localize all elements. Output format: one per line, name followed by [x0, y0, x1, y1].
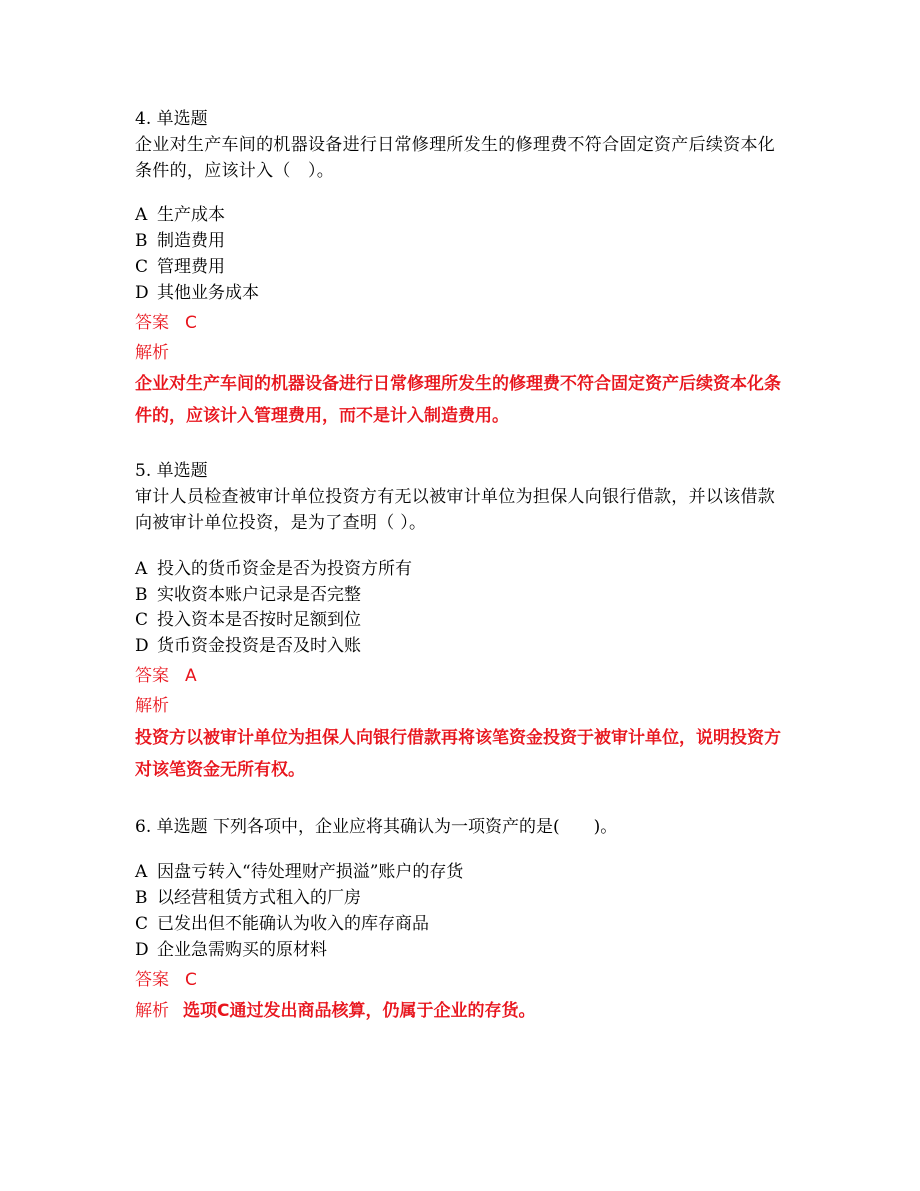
option-text: 企业急需购买的原材料 — [157, 940, 327, 960]
option-letter: A — [135, 559, 148, 579]
question-4-option-a — [135, 202, 225, 228]
question-4-analysis: 企业对生产车间的机器设备进行日常修理所发生的修理费不符合固定资产后续资本化条件的，应该计入管理费用，而不是计入制造费用。 — [135, 374, 781, 426]
question-4-answer — [135, 310, 197, 336]
question-6-analysis-row — [135, 998, 535, 1024]
question-6-title: 6. 单选题 下列各项中，企业应将其确认为一项资产的是( )。 — [135, 817, 618, 837]
answer-label: 答案 — [135, 313, 169, 333]
question-6-option-d — [135, 937, 327, 963]
question-5-title: 5. 单选题 — [135, 461, 208, 481]
option-text: 其他业务成本 — [157, 283, 259, 303]
question-5-option-a — [135, 556, 412, 582]
question-4-title: 4. 单选题 — [135, 109, 208, 129]
option-text: 货币资金投资是否及时入账 — [157, 636, 361, 656]
question-5-option-b — [135, 582, 361, 608]
question-6-answer — [135, 967, 197, 993]
question-6-option-a — [135, 859, 463, 885]
answer-label: 答案 — [135, 970, 169, 990]
option-text: 管理费用 — [157, 257, 225, 277]
option-letter: B — [135, 888, 148, 908]
question-5-answer — [135, 663, 197, 689]
question-5-stem: 审计人员检查被审计单位投资方有无以被审计单位为担保人向银行借款，并以该借款向被审计单位投资，是为了查明（ ）。 — [135, 487, 776, 533]
answer-value: C — [185, 970, 197, 990]
answer-value: A — [185, 666, 197, 686]
option-letter: D — [135, 283, 149, 303]
option-letter: A — [135, 862, 148, 882]
question-6-option-b — [135, 885, 361, 911]
option-text: 实收资本账户记录是否完整 — [157, 585, 361, 605]
answer-label: 答案 — [135, 666, 169, 686]
option-text: 投入资本是否按时足额到位 — [157, 610, 361, 630]
analysis-label: 解析 — [135, 1001, 169, 1021]
option-letter: B — [135, 585, 148, 605]
option-text: 已发出但不能确认为收入的库存商品 — [157, 914, 429, 934]
option-text: 因盘亏转入“待处理财产损溢”账户的存货 — [157, 862, 464, 882]
answer-value: C — [185, 313, 197, 333]
option-text: 制造费用 — [157, 231, 225, 251]
question-5-analysis: 投资方以被审计单位为担保人向银行借款再将该笔资金投资于被审计单位，说明投资方对该笔资金无所有权。 — [135, 728, 781, 780]
question-5-analysis-label: 解析 — [135, 696, 169, 716]
question-5-option-d — [135, 633, 361, 659]
option-text: 投入的货币资金是否为投资方所有 — [157, 559, 412, 579]
option-letter: C — [135, 257, 149, 277]
question-6-option-c — [135, 911, 429, 937]
question-4-option-c — [135, 254, 225, 280]
question-4-analysis-label: 解析 — [135, 343, 169, 363]
option-letter: C — [135, 914, 149, 934]
question-5-option-c — [135, 607, 361, 633]
option-letter: C — [135, 610, 149, 630]
option-text: 生产成本 — [157, 205, 225, 225]
option-letter: D — [135, 940, 149, 960]
option-letter: D — [135, 636, 149, 656]
question-4-option-b — [135, 228, 225, 254]
question-4-stem: 企业对生产车间的机器设备进行日常修理所发生的修理费不符合固定资产后续资本化条件的，应该计入（ ）。 — [135, 135, 776, 181]
option-letter: A — [135, 205, 148, 225]
option-letter: B — [135, 231, 148, 251]
question-6-analysis: 选项C通过发出商品核算，仍属于企业的存货。 — [183, 1001, 536, 1021]
option-text: 以经营租赁方式租入的厂房 — [157, 888, 361, 908]
question-4-option-d — [135, 280, 259, 306]
